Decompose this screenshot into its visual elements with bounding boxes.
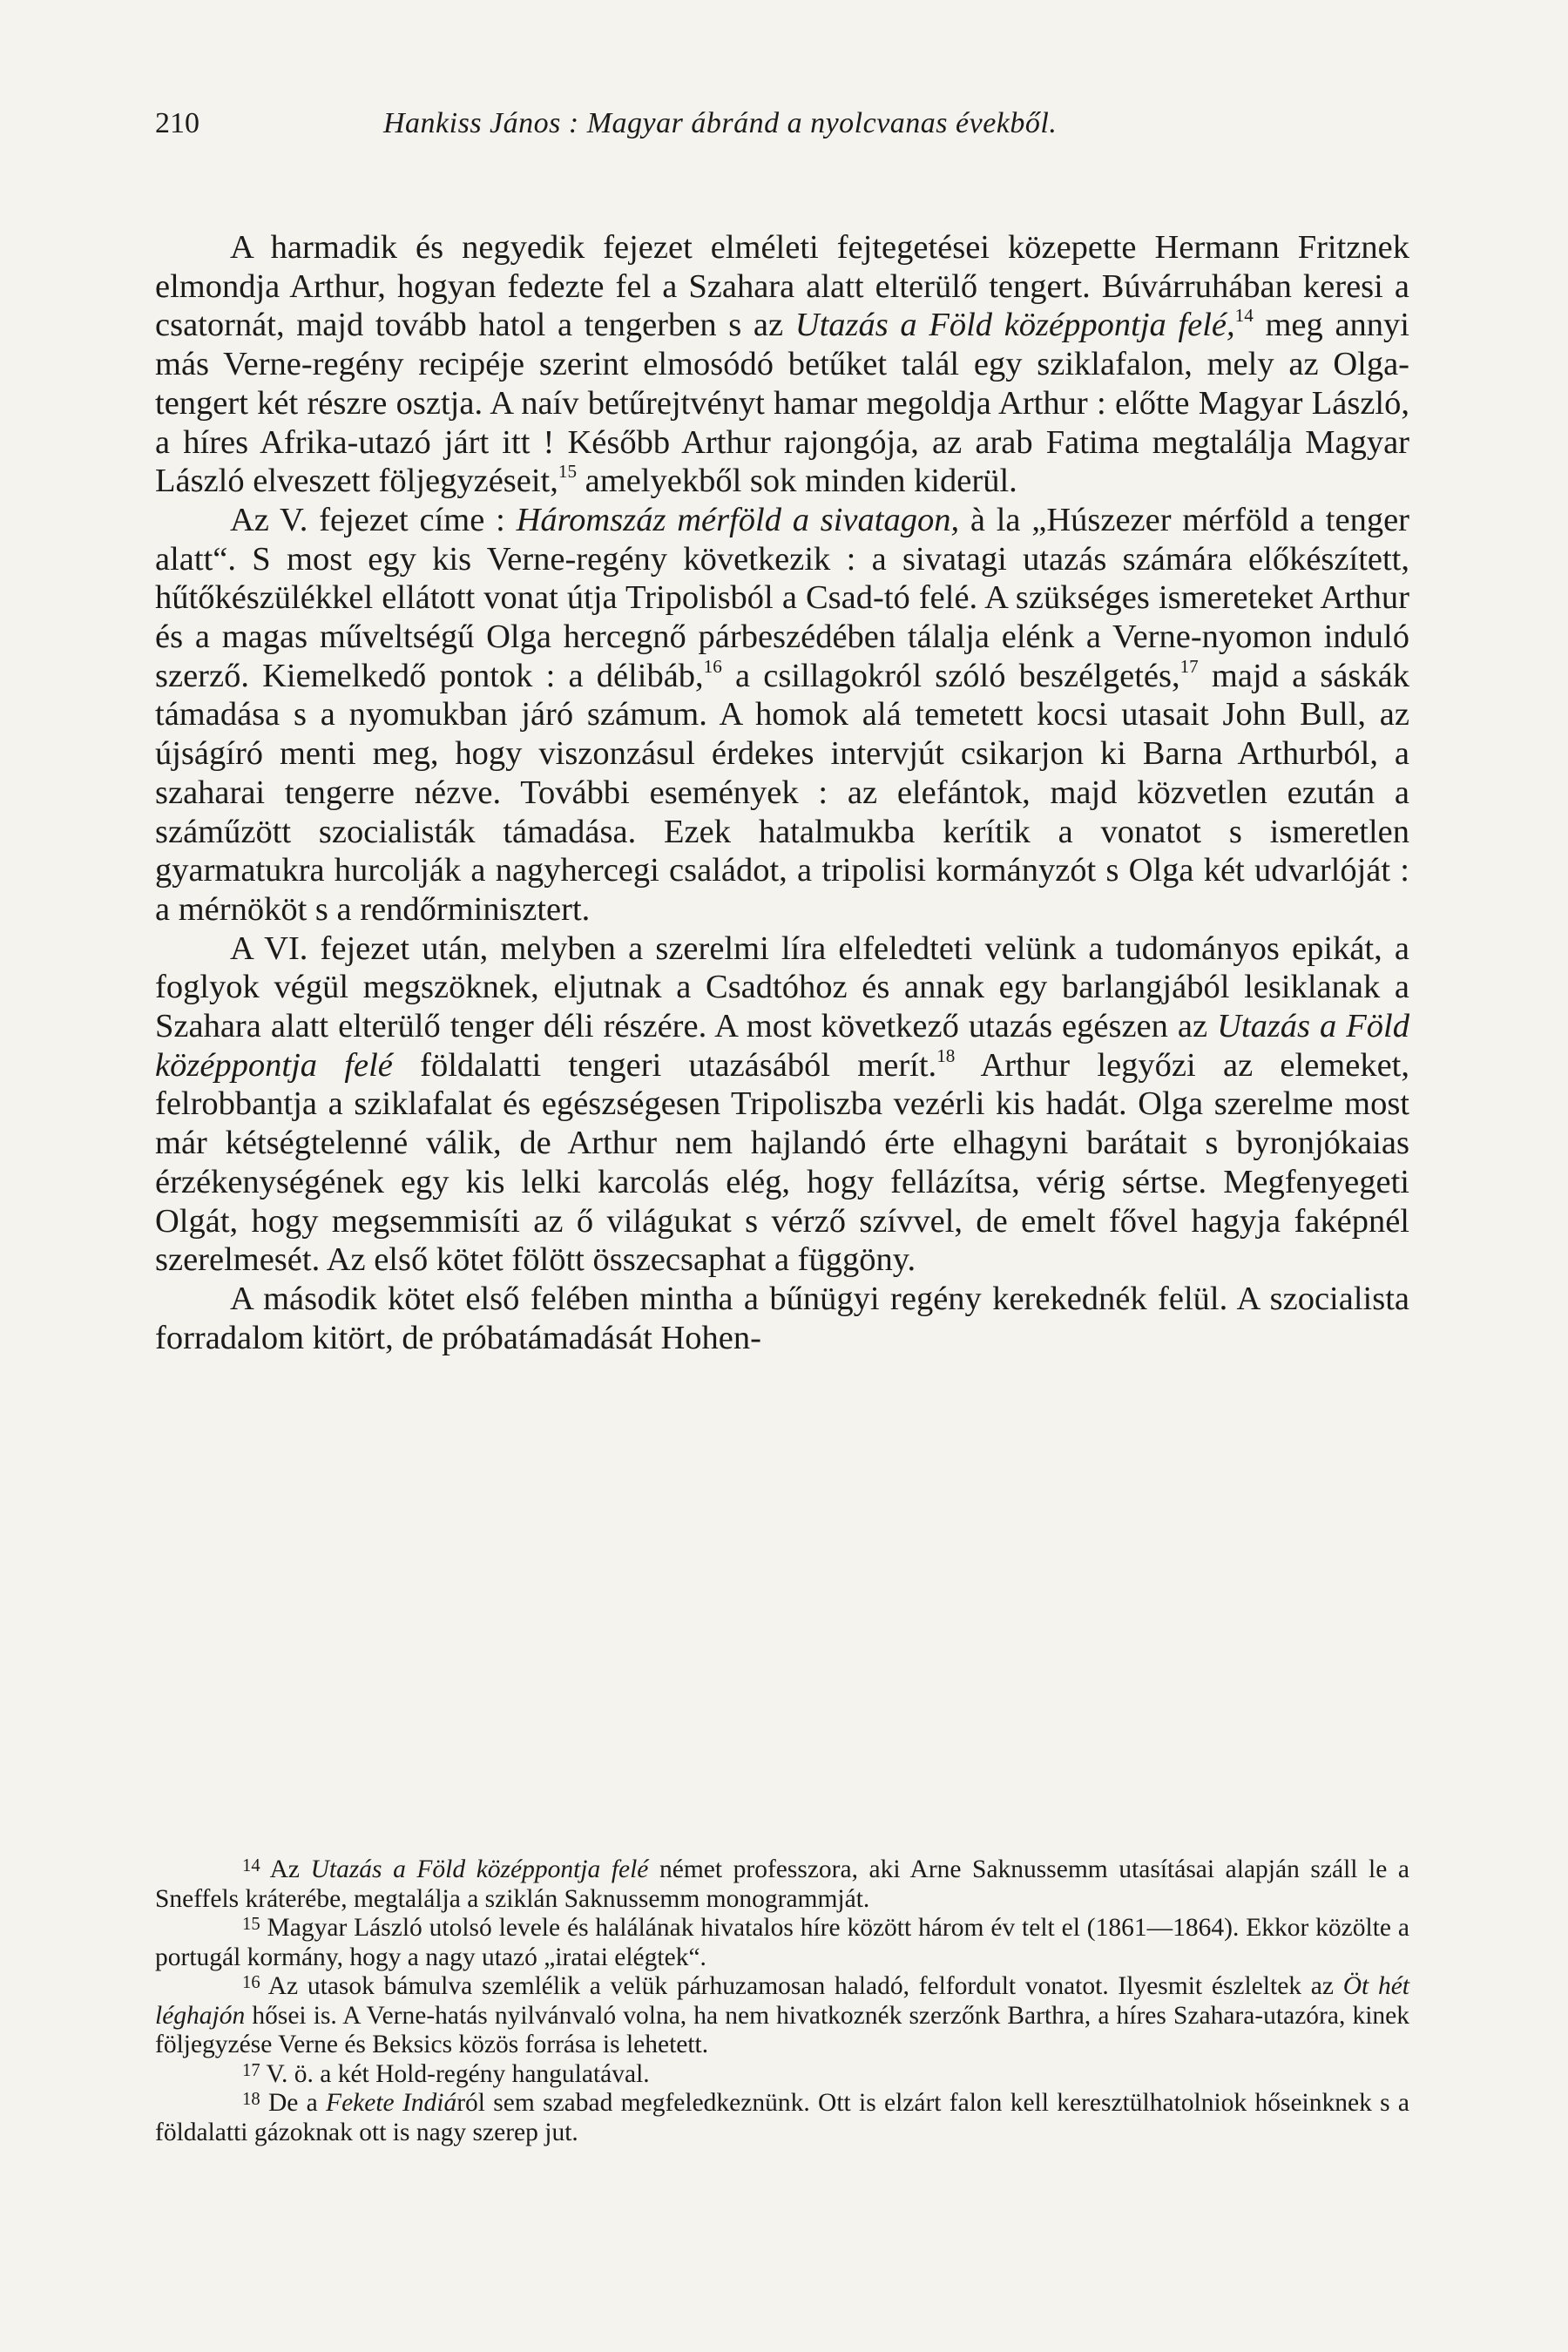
paragraph [155, 929, 1409, 1280]
footnote-text: Az [260, 1855, 311, 1883]
text-run: A második kötet első felében mintha a bűnügyi regény kerekednék felül. A szocialista forradalom kitört, de próbatámadását Hohen- [155, 1280, 1409, 1356]
text-run: földalatti tengeri utazásából merít. [392, 1046, 937, 1084]
text-run: Utazás a Föld középpontja felé, [794, 307, 1235, 344]
text-run: Háromszáz mérföld a sivatagon, [516, 501, 960, 538]
paragraph [155, 501, 1409, 929]
running-header [155, 106, 1409, 141]
footnotes [155, 1855, 1409, 2147]
footnote [155, 2060, 1409, 2090]
footnote-text: hősei is. A Verne-hatás nyilvánvaló volna, ha nem hivatkoznék szerzőnk Barthra, a híres Szahara-utazóra, kinek följegyzése Verne és Beksics közös forrása is lehetett. [155, 2001, 1409, 2058]
footnote-reference: 17 [1179, 655, 1199, 677]
footnote-text: Az utasok bámulva szemlélik a velük párhuzamosan haladó, felfordult vonatot. Ilyesmit észleltek az [260, 1972, 1343, 2000]
paragraph [155, 1280, 1409, 1357]
text-run: Utazás a Föld középpontja felé [155, 1008, 1409, 1084]
text-run: a csillagokról szóló beszélgetés, [721, 657, 1180, 694]
text-run: A VI. fejezet után, melyben a szerelmi líra elfeledteti velünk a tudományos epikát, a foglyok végül megszöknek, eljutnak a Csadtóhoz és annak egy barlangjából lesiklanak a Szahara alatt elterülő tenger déli részére. A most következő utazás egészen az [155, 929, 1409, 1045]
footnote-text: V. ö. a két Hold-regény hangulatával. [260, 2059, 650, 2088]
footnote-text: Fekete Indiá [326, 2089, 457, 2117]
footnote-text: német professzora, aki Arne Saknussemm utasításai alapján száll le a Sneffels kráterébe, megtalálja a sziklán Saknussemm monogrammját. [155, 1855, 1409, 1913]
footnote-text: Öt hét léghajón [155, 1972, 1409, 2030]
footnote-text: Utazás a Föld középpontja felé [310, 1855, 649, 1883]
footnote-reference: 14 [1234, 305, 1254, 327]
text-run: à la „Húszezer mérföld a tenger alatt“. S most egy kis Verne-regény következik : a sivatagi utazás számára előkészített, hűtőkészülékkel ellátott vonat útja Tripolisból a Csad-tó felé. A szükséges ismereteket Arthur és a magas műveltségű Olga hercegnő párbeszédében tálalja elénk a Verne-nyomon induló szerző. Kiemelkedő pontok : a délibáb, [155, 501, 1410, 694]
page-number: 210 [155, 107, 199, 139]
text-run: amelyekből sok minden kiderül. [577, 463, 1017, 500]
footnote-number: 17 [242, 2060, 260, 2080]
text-run: Az V. fejezet címe : [230, 501, 517, 538]
footnote-reference: 15 [558, 461, 578, 483]
footnote-text: De a [260, 2089, 327, 2117]
footnote [155, 1855, 1409, 1914]
footnote-number: 18 [242, 2089, 260, 2109]
footnote-number: 15 [242, 1914, 260, 1934]
paragraph [155, 228, 1409, 501]
footnote-number: 14 [242, 1855, 260, 1876]
running-title: Hankiss János : Magyar ábránd a nyolcvanas évekből. [383, 107, 1058, 139]
footnote-reference: 16 [703, 655, 722, 677]
footnote [155, 2089, 1409, 2147]
text-run: meg annyi más Verne-regény recipéje szerint elmosódó betűket talál egy sziklafalon, mely az Olga-tengert két részre osztja. A naív betűrejtvényt hamar megoldja Arthur : előtte Magyar László, a híres Afrika-utazó járt itt ! Később Arthur rajongója, az arab Fatima megtalálja Magyar László elveszett följegyzéseit, [155, 307, 1409, 500]
text-run: Arthur legyőzi az elemeket, felrobbantja a sziklafalat és egészségesen Tripoliszba vezérli kis hadát. Olga szerelme most már kétségtelenné válik, de Arthur nem hajlandó érte elhagyni barátait s byronjókaias érzékenységének egy kis lelki karcolás elég, hogy fellázítsa, vérig sértse. Megfenyegeti Olgát, hogy megsemmisíti az ő világukat s vérző szívvel, de emelt fővel hagyja faképnél szerelmesét. Az első kötet fölött összecsaphat a függöny. [155, 1046, 1409, 1279]
footnote-text: ról sem szabad megfeledkeznünk. Ott is elzárt falon kell keresztülhatolniok hőseinknek s a földalatti gázoknak ott is nagy szerep jut. [155, 2089, 1409, 2146]
text-run: majd a sáskák támadása s a nyomukban járó számum. A homok alá temetett kocsi utasait John Bull, az újságíró menti meg, hogy viszonzásul érdekes intervjút csikarjon ki Barna Arthurból, a szaharai tengerre nézve. További események : az elefántok, majd közvetlen ezután a száműzött szocialisták támadása. Ezek hatalmukba kerítik a vonatot s ismeretlen gyarmatukra hurcolják a nagyhercegi családot, a tripolisi kormányzót s Olga két udvarlóját : a mérnököt s a rendőrminisztert. [155, 657, 1409, 928]
footnote [155, 1914, 1409, 1972]
footnote [155, 1972, 1409, 2060]
body-text [155, 228, 1409, 1357]
footnote-reference: 18 [936, 1044, 956, 1066]
footnote-text: Magyar László utolsó levele és halálának hivatalos híre között három év telt el (1861—1864). Ekkor közölte a portugál kormány, hogy a nagy utazó „iratai elégtek“. [155, 1914, 1409, 1971]
footnote-number: 16 [242, 1972, 260, 1992]
text-run: A harmadik és negyedik fejezet elméleti fejtegetései közepette Hermann Fritznek elmondja Arthur, hogyan fedezte fel a Szahara alatt elterülő tengert. Búvárruhában keresi a csatornát, majd tovább hatol a tengerben s az [155, 229, 1409, 344]
